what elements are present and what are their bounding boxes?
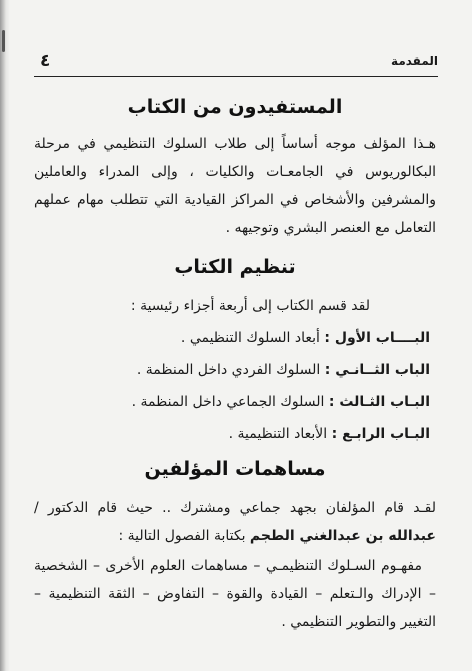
page-edge-mark — [2, 30, 5, 52]
part-label: الباب الثــانـي : — [324, 362, 430, 378]
part-item-2 — [34, 356, 436, 384]
part-item-3 — [34, 388, 436, 416]
contributions-text-start: لقـد قام المؤلفان بجهد جماعي ومشترك .. حيث قام الدكتور / — [34, 500, 436, 516]
running-header-title: المقدمة — [391, 54, 438, 68]
part-label: البــــاب الأول : — [324, 330, 430, 346]
paragraph-contributions — [34, 494, 436, 550]
part-label: البـاب الرابـع : — [331, 426, 430, 442]
paragraph-beneficiaries: هـذا المؤلف موجه أساساً إلى طلاب السلوك التنظيمي في مرحلة البكالوريوس في الجامعـات والكليات ، وإلى المدراء والعاملين والمشرفين والأشخاص في المراكز القيادية التي تتطلب مهام عملهم التعامل مع العنصر البشري وتوجيهه . — [34, 136, 436, 236]
author-name: عبدالله بن عبدالغني الطجم — [249, 528, 436, 544]
heading-organization: تنظيم الكتاب — [174, 256, 296, 278]
heading-contributions: مساهمات المؤلفين — [144, 458, 326, 480]
part-text: السلوك الفردي داخل المنظمة . — [136, 362, 321, 378]
paragraph-organization-intro: لقد قسم الكتاب إلى أربعة أجزاء رئيسية : — [130, 298, 370, 314]
part-text: أبعاد السلوك التنظيمي . — [180, 330, 320, 346]
part-text: السلوك الجماعي داخل المنظمة . — [131, 394, 325, 410]
page-header — [34, 50, 438, 77]
part-item-4 — [34, 420, 436, 448]
page-content — [34, 96, 436, 636]
part-item-1 — [34, 324, 436, 352]
paragraph-chapters: مفهـوم السـلوك التنظيمـي – مساهمات العلوم الأخرى – الشخصية – الإدراك والـتعلم – القيادة والقوة – التفاوض – الثقة التنظيمية – التغيير والتطوير التنظيمي . — [34, 558, 436, 630]
part-label: البـاب الثـالث : — [328, 394, 430, 410]
page-number: ٤ — [40, 51, 51, 71]
page-edge-shadow — [0, 0, 10, 671]
heading-beneficiaries: المستفيدون من الكتاب — [127, 96, 343, 118]
part-text: الأبعاد التنظيمية . — [228, 426, 328, 442]
contributions-text-end: بكتابة الفصول التالية : — [118, 528, 250, 544]
